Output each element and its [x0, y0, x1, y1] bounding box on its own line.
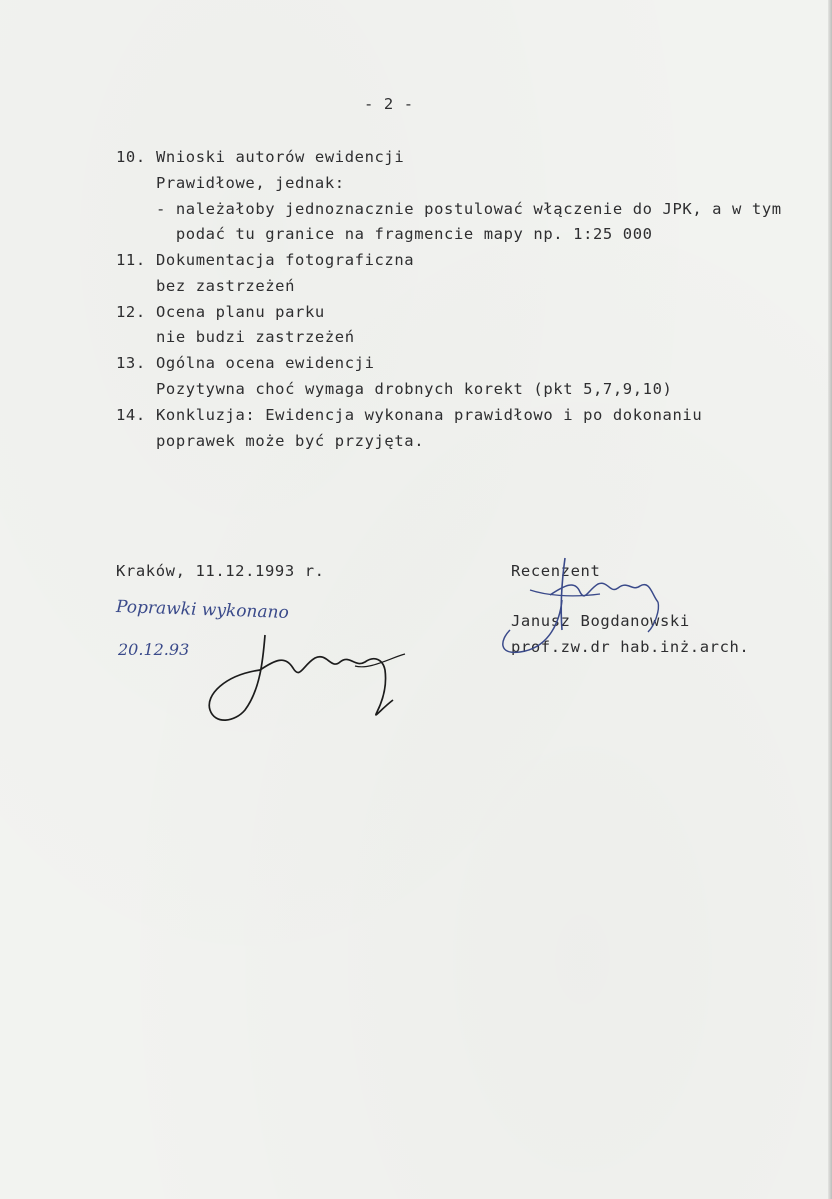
reviewer-name: Janusz Bogdanowski	[511, 612, 690, 630]
item-number: 13.	[116, 354, 146, 372]
item-text: Pozytywna choć wymaga drobnych korekt (pkt 5,7,9,10)	[156, 380, 673, 398]
item-number: 11.	[116, 251, 146, 269]
item-text: nie budzi zastrzeżeń	[156, 328, 355, 346]
item-number: 12.	[116, 303, 146, 321]
approval-signature	[205, 630, 415, 730]
item-text: Prawidłowe, jednak:	[156, 174, 345, 192]
page-edge	[828, 0, 832, 1199]
handwritten-note: Poprawki wykonano	[115, 596, 290, 624]
item-title: Dokumentacja fotograficzna	[156, 251, 415, 269]
item-title: Ocena planu parku	[156, 303, 325, 321]
item-title: Ogólna ocena ewidencji	[156, 354, 375, 372]
page-number: - 2 -	[364, 95, 414, 113]
item-text: podać tu granice na fragmencie mapy np. 1:25 000	[156, 225, 653, 243]
item-text: poprawek może być przyjęta.	[156, 432, 425, 450]
item-text: - należałoby jednoznacznie postulować włączenie do JPK, a w tym	[156, 200, 782, 218]
reviewer-title: prof.zw.dr hab.inż.arch.	[511, 638, 750, 656]
item-number: 14.	[116, 406, 146, 424]
item-text: bez zastrzeżeń	[156, 277, 296, 295]
handwritten-date: 20.12.93	[118, 640, 190, 659]
item-title: Wnioski autorów ewidencji	[156, 148, 405, 166]
reviewer-signature	[490, 550, 670, 660]
item-number: 10.	[116, 148, 146, 166]
item-title: Konkluzja: Ewidencja wykonana prawidłowo i po dokonaniu	[156, 406, 703, 424]
place-date: Kraków, 11.12.1993 r.	[116, 562, 325, 580]
reviewer-label: Recenzent	[511, 562, 601, 580]
